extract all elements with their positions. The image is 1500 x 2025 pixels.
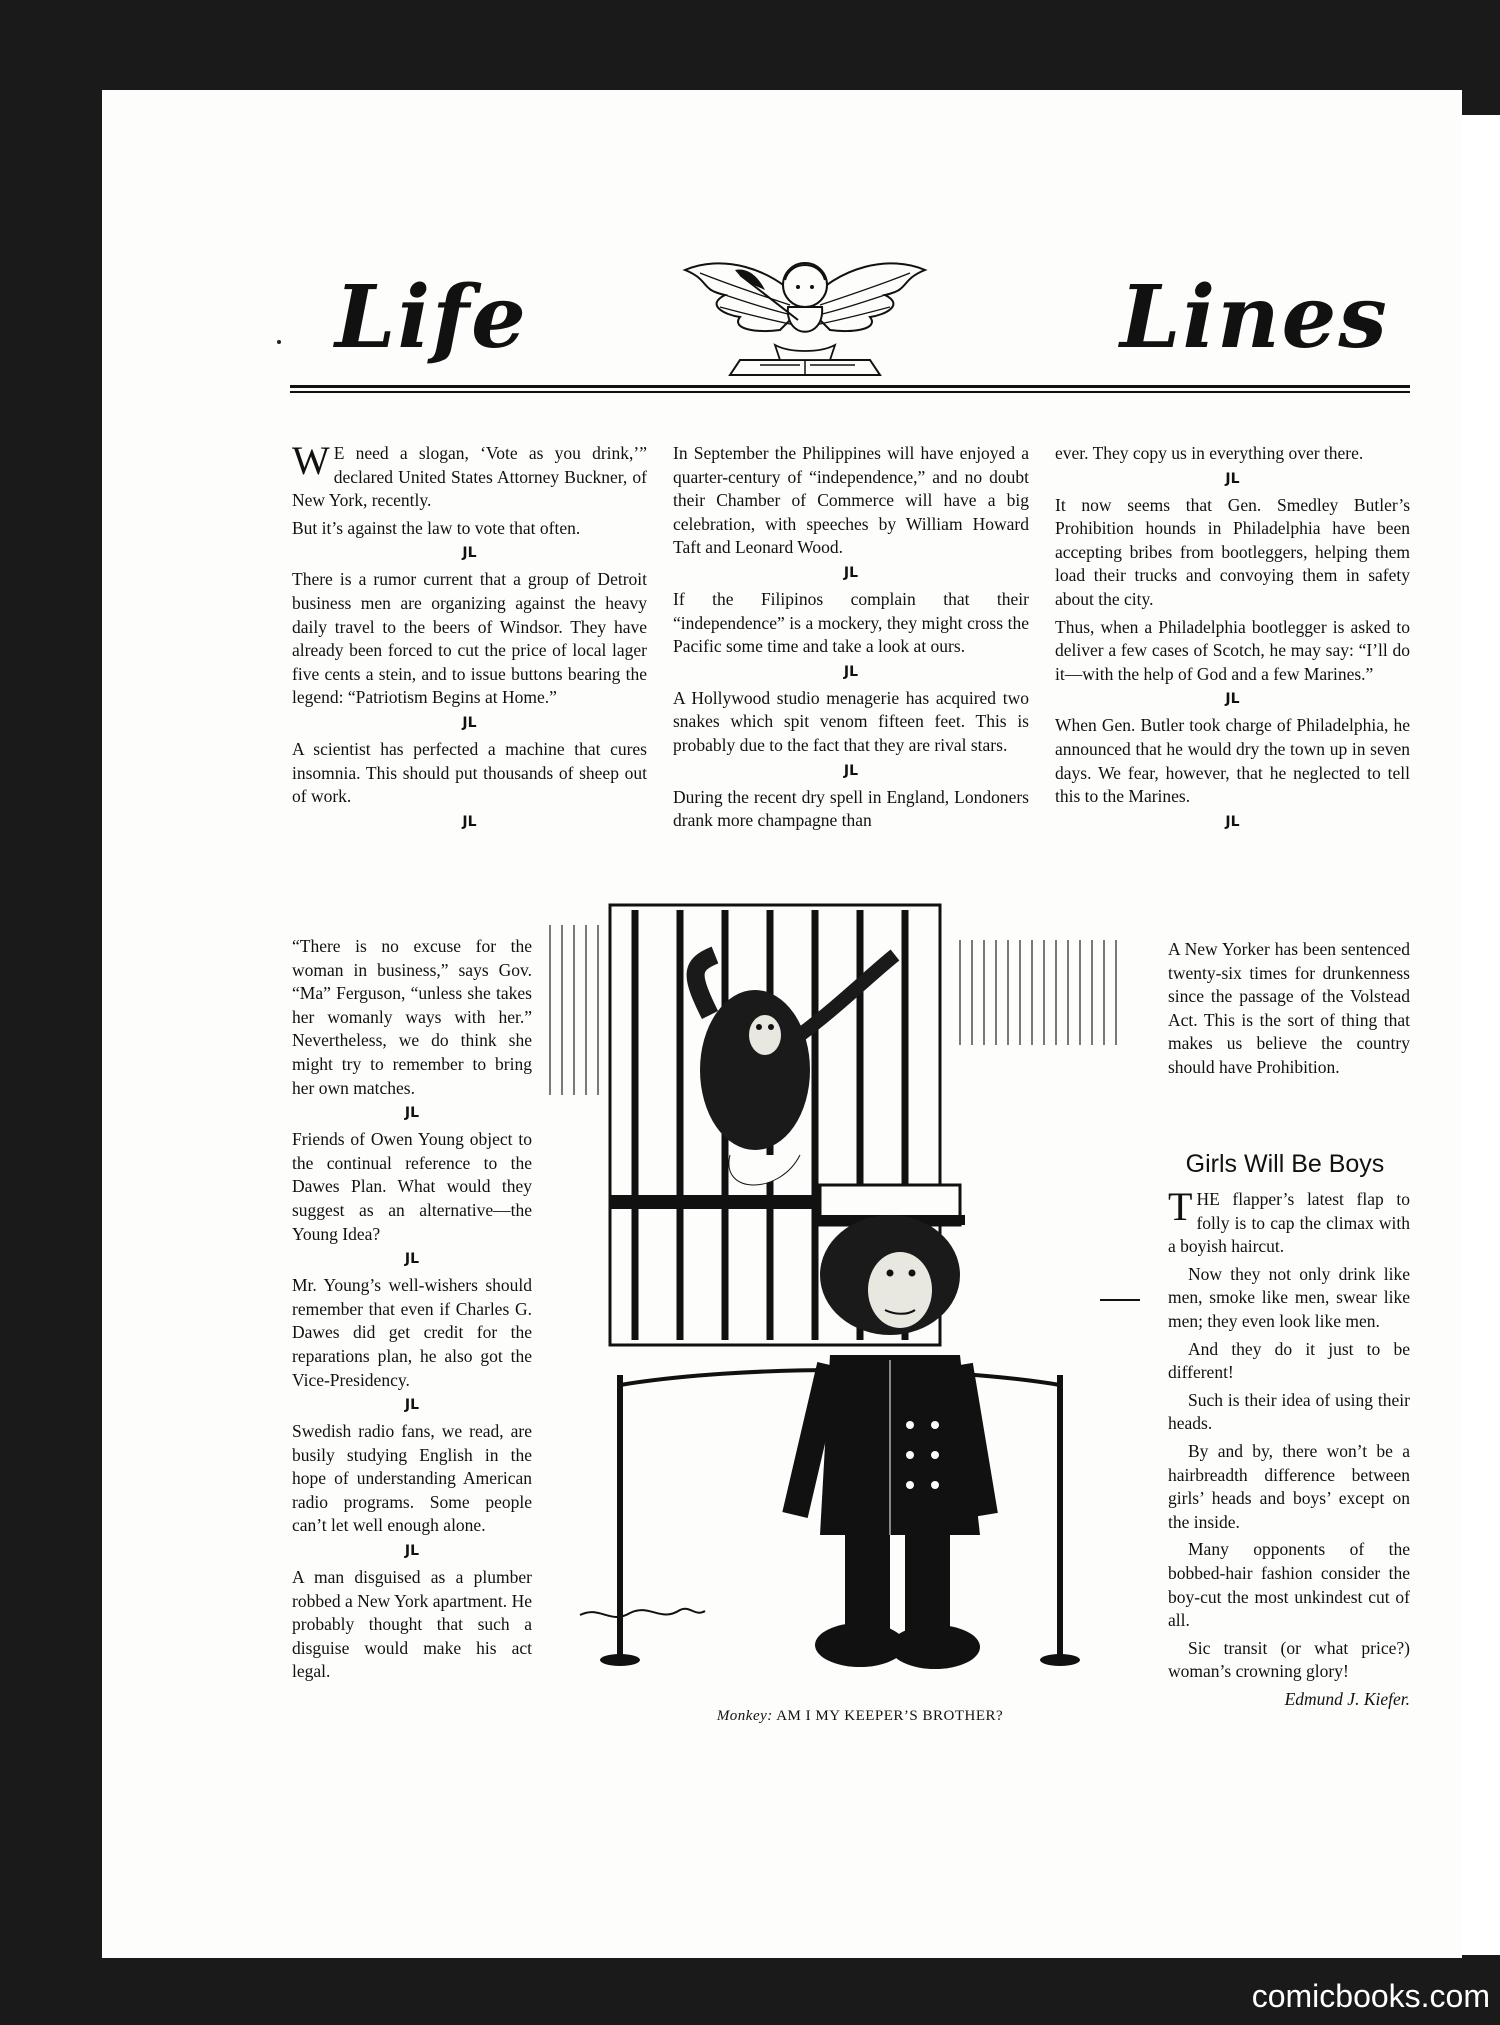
girls-p4: Such is their idea of using their heads. (1168, 1389, 1410, 1434)
separator: JL (462, 714, 477, 731)
item-swedish-radio: Swedish radio fans, we read, are busily studying English in the hope of understanding American radio programs. Some people can’t let well enough alone. (292, 1421, 532, 1536)
separator: JL (404, 1105, 420, 1122)
drop-cap: W (292, 438, 330, 483)
separator: JL (843, 762, 859, 779)
cartoon-caption (660, 1708, 1060, 1725)
girls-article (1168, 1184, 1410, 1711)
byline: Edmund J. Kiefer. (1284, 1688, 1410, 1709)
item-new-yorker: A New Yorker has been sentenced twenty-six times for drunkenness since the passage of the Volstead Act. This is the sort of thing that makes us believe the country should have Prohibition. (1168, 939, 1410, 1077)
item-ferguson: “There is no excuse for the woman in business,” says Gov. “Ma” Ferguson, “unless she takes her womanly ways with her.” Nevertheless, we do think she might try to remember to bring her own matches. (292, 936, 532, 1098)
item-england: During the recent dry spell in England, Londoners drank more champagne than (673, 786, 1029, 831)
item-philippines: In September the Philippines will have enjoyed a quarter-century of “independence,” and no doubt their Chamber of Commerce will have a big celebration, with speeches by William Howard Taft and Leonard Wood. (673, 443, 1029, 558)
item-copy-us: ever. They copy us in everything over there. (1055, 443, 1364, 463)
separator: JL (843, 663, 859, 680)
item-insomnia: A scientist has perfected a machine that cures insomnia. This should put thousands of sheep out of work. (292, 738, 647, 807)
item-owen-young: Friends of Owen Young object to the continual reference to the Dawes Plan. What would they suggest as an alternative—the Young Idea? (292, 1129, 532, 1244)
girls-p1 (1168, 1184, 1410, 1259)
item-butler-bribes: It now seems that Gen. Smedley Butler’s Prohibition hounds in Philadelphia have been accepting bribes from bootleggers, helping them load their trucks and convoying them in safety about the city. (1055, 494, 1410, 609)
column-2 (673, 442, 1029, 837)
separator: JL (404, 1397, 420, 1414)
header-title-left: Life (335, 267, 528, 368)
caption-speaker: Monkey: (716, 1708, 773, 1724)
column-3-narrow (1168, 938, 1410, 1084)
item-slogan-text: E need a slogan, ‘Vote as you drink,’” declared United States Attorney Buckner, of New York, recently. (292, 443, 647, 511)
item-dawes: Mr. Young’s well-wishers should remember that even if Charles G. Dawes did get credit for the reparations plan, he also got the Vice-Presidency. (292, 1275, 532, 1390)
separator: JL (404, 1543, 420, 1560)
girls-p5: By and by, there won’t be a hairbreadth difference between girls’ heads and boys’ except on the inside. (1168, 1440, 1410, 1532)
item-bootlegger: Thus, when a Philadelphia bootlegger is asked to deliver a few cases of Scotch, he may say: “I’ll do it—with the help of God and a few Marines.” (1055, 616, 1410, 684)
column-1-narrow (292, 935, 532, 1688)
drop-cap: T (1168, 1184, 1193, 1229)
monkey-cartoon-illustration (540, 895, 1150, 1690)
next-page-edge (1462, 115, 1500, 1955)
separator: JL (1225, 691, 1240, 708)
separator: JL (843, 564, 859, 581)
caption-text: AM I MY KEEPER’S BROTHER? (776, 1708, 1004, 1724)
separator: JL (1225, 470, 1240, 487)
girls-p2: Now they not only drink like men, smoke like men, swear like men; they even look like men. (1168, 1263, 1410, 1331)
separator: JL (404, 1251, 420, 1268)
separator: JL (1225, 813, 1240, 830)
girls-p3: And they do it just to be different! (1168, 1338, 1410, 1383)
item-plumber: A man disguised as a plumber robbed a New York apartment. He probably thought that such a disguise would make his act legal. (292, 1567, 532, 1682)
item-snakes: A Hollywood studio menagerie has acquired two snakes which spit venom fifteen feet. This is probably due to the fact that they are rival stars. (673, 687, 1029, 755)
item-slogan-punch: But it’s against the law to vote that often. (292, 517, 581, 538)
girls-will-be-boys-heading: Girls Will Be Boys (1185, 1150, 1385, 1178)
header-double-rule (290, 385, 1410, 397)
item-butler-dry: When Gen. Butler took charge of Philadelphia, he announced that he would dry the town up in seven days. We fear, however, that he neglected to tell this to the Marines. (1055, 715, 1410, 807)
watermark-text: comicbooks.com (1251, 1978, 1490, 2014)
girls-p1-text: HE flapper’s latest flap to folly is to cap the climax with a boyish haircut. (1168, 1189, 1410, 1257)
header-title-right: Lines (1120, 267, 1389, 368)
cherub-with-quill-icon (680, 245, 930, 395)
life-lines-header (190, 245, 1410, 425)
item-detroit: There is a rumor current that a group of Detroit business men are organizing against the heavy daily travel to the beers of Windsor. They have already been forced to cut the price of local lager five cents a stein, and to issue buttons bearing the legend: “Patriotism Begins at Home.” (292, 569, 647, 708)
column-1 (292, 438, 647, 837)
column-3 (1055, 442, 1410, 837)
girls-p6: Many opponents of the bobbed-hair fashion consider the boy-cut the most unkindest cut of all. (1168, 1539, 1410, 1631)
girls-p7: Sic transit (or what price?) woman’s crowning glory! (1168, 1637, 1410, 1682)
item-filipinos: If the Filipinos complain that their “independence” is a mockery, they might cross the Pacific some time and take a look at ours. (673, 588, 1029, 657)
separator: JL (462, 545, 477, 562)
separator: JL (462, 813, 477, 830)
item-slogan (292, 438, 647, 513)
